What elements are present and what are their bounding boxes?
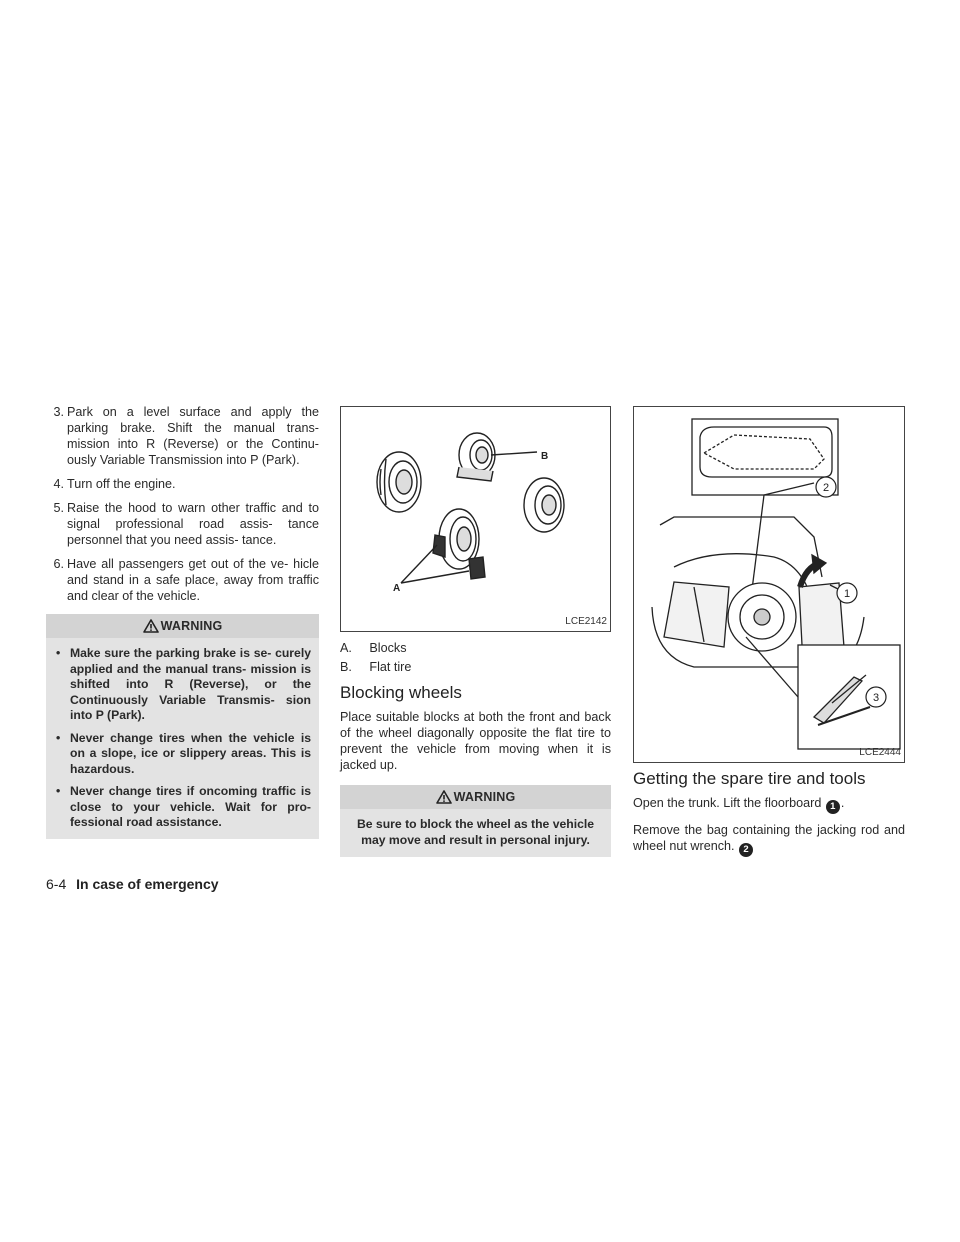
warning-text: Be sure to block the wheel as the vehicle may move and result in personal injury.	[356, 817, 595, 847]
blocks-figure	[340, 406, 611, 632]
trunk-illustration	[634, 407, 904, 762]
step-item	[46, 476, 319, 492]
warning-item	[54, 784, 311, 831]
warning-item-text: Never change tires if oncoming traffic is close to your vehicle. Wait for pro- fessional road assistance.	[70, 784, 311, 829]
step-item	[46, 556, 319, 604]
caption-b: B. Flat tire	[340, 660, 412, 674]
warning-item	[54, 646, 311, 724]
circled-number-marker: 2	[739, 843, 753, 857]
step-text: Have all passengers get out of the ve- hicle and stand in a safe place, away from traffic and clear of the vehicle.	[67, 557, 319, 603]
trunk-figure	[633, 406, 905, 763]
label-3: 3	[872, 692, 880, 704]
label-1: 1	[843, 588, 851, 600]
warning-item-text: Never change tires when the vehicle is on a slope, ice or slippery areas. This is hazardous.	[70, 730, 311, 776]
wheel-blocks-illustration	[341, 407, 610, 631]
warning-title: WARNING	[160, 619, 223, 633]
procedure-steps	[46, 404, 319, 604]
paragraph-end: .	[840, 796, 845, 810]
step-number: 6.	[53, 557, 64, 571]
circled-number-marker: 1	[826, 800, 840, 814]
step-item	[46, 404, 319, 468]
label-2: 2	[822, 482, 830, 494]
step-number: 3.	[53, 405, 64, 419]
page-number: 6-4	[46, 876, 67, 892]
bullet: •	[56, 730, 61, 745]
chapter-title: In case of emergency	[76, 876, 219, 892]
figure-captions	[340, 640, 611, 675]
caption-a: A. Blocks	[340, 641, 407, 655]
figure-code: LCE2444	[859, 747, 901, 758]
label-b: B	[541, 451, 549, 462]
bullet: •	[56, 646, 61, 660]
step-item	[46, 500, 319, 548]
step-number: 4.	[53, 477, 64, 491]
step-number: 5.	[53, 501, 64, 515]
page-footer	[46, 876, 219, 892]
figure-code: LCE2142	[565, 616, 607, 627]
warning-triangle-icon	[143, 619, 159, 633]
warning-item-text: Make sure the parking brake is se- curely applied and the manual trans- mission is shifted into R (Reverse), or the Continuously Variable Transmis- sion into P (Park).	[70, 646, 311, 722]
warning-header	[46, 614, 319, 638]
step-text: Park on a level surface and apply the parking brake. Shift the manual trans- mission into R (Reverse) or the Continu- ously Variable Transmission into P (Park).	[67, 405, 319, 467]
warning-triangle-icon	[436, 790, 452, 804]
section-heading: Getting the spare tire and tools	[633, 769, 866, 788]
label-a: A	[393, 583, 401, 594]
step-text: Raise the hood to warn other traffic and to signal professional road assis- tance personnel that you need assis- tance.	[67, 501, 319, 547]
warning-list	[46, 638, 319, 839]
right-column	[633, 406, 905, 865]
warning-item	[54, 731, 311, 778]
bullet: •	[56, 784, 61, 798]
paragraph-text: Open the trunk. Lift the floorboard	[633, 796, 822, 810]
warning-box-left	[46, 614, 319, 839]
warning-box-middle	[340, 785, 611, 857]
body-paragraph-2	[633, 822, 905, 857]
step-text: Turn off the engine.	[67, 477, 176, 491]
paragraph-text: Remove the bag containing the jacking rod and wheel nut wrench.	[633, 823, 905, 853]
middle-column	[340, 406, 611, 857]
warning-header	[340, 785, 611, 809]
warning-title: WARNING	[453, 790, 516, 804]
left-column	[46, 404, 319, 839]
section-heading: Blocking wheels	[340, 683, 462, 702]
body-paragraph-1	[633, 795, 905, 814]
body-paragraph: Place suitable blocks at both the front and back of the wheel diagonally opposite the flat tire to prevent the vehicle from moving when it is jacked up.	[340, 710, 611, 772]
